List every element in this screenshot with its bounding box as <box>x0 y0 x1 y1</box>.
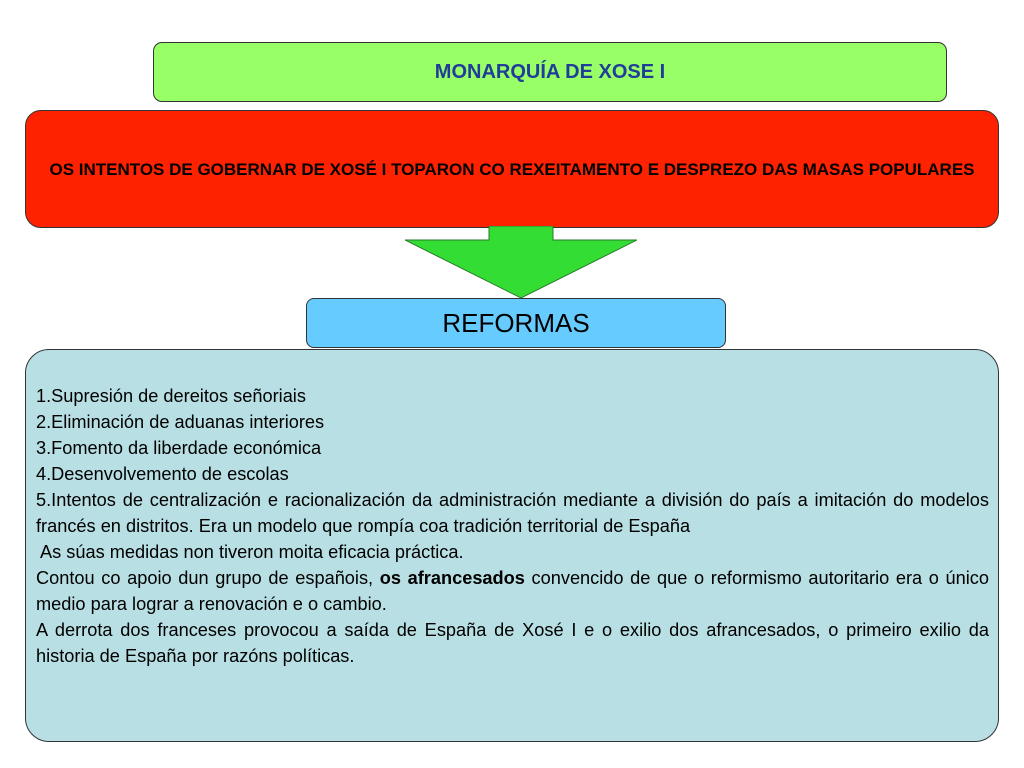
list-item: 5.Intentos de centralización e racionalización da administración mediante a división do país a imitación do modelos francés en distritos. Era un modelo que rompía coa tradición territorial de España <box>36 490 989 536</box>
list-item: 4.Desenvolvemento de escolas <box>36 464 289 484</box>
paragraph-apoio-before: Contou co apoio dun grupo de españois, <box>36 568 380 588</box>
down-arrow-icon <box>405 226 637 300</box>
list-item: 3.Fomento da liberdade económica <box>36 438 322 458</box>
content-box <box>25 349 999 742</box>
title-box <box>153 42 947 102</box>
list-item: 1.Supresión de dereitos señoriais <box>36 386 306 406</box>
banner-text: OS INTENTOS DE GOBERNAR DE XOSÉ I TOPARON CO REXEITAMENTO E DESPREZO DAS MASAS POPULARES <box>49 159 975 179</box>
paragraph-apoio <box>36 565 989 617</box>
paragraph-derrota: A derrota dos franceses provocou a saída de España de Xosé I e o exilio dos afrancesados, o primeiro exilio da historia de España por razóns políticas. <box>36 620 989 666</box>
list-item: 2.Eliminación de aduanas interiores <box>36 412 325 432</box>
reformas-label: REFORMAS <box>442 307 590 338</box>
banner-box <box>25 110 999 228</box>
reformas-box <box>306 298 726 348</box>
title-text: MONARQUÍA DE XOSE I <box>434 60 666 83</box>
afrancesados-bold: os afrancesados <box>379 568 525 588</box>
paragraph-apoio-after: convencido de que o reformismo autoritario era o único medio para lograr a renovación e o cambio. <box>36 568 990 614</box>
paragraph-medidas: As súas medidas non tiveron moita eficacia práctica. <box>40 542 464 562</box>
